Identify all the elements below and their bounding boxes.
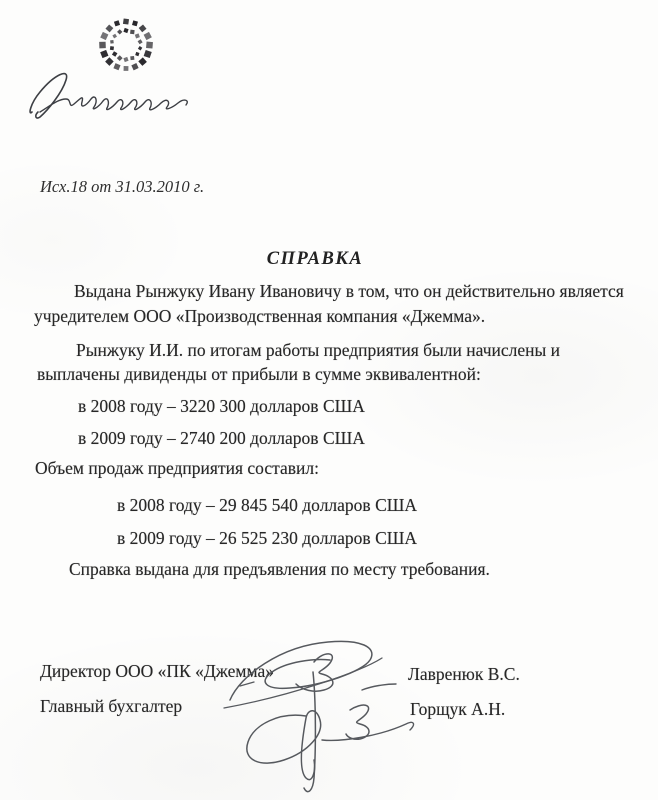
paragraph-1-line-1: Выдана Рынжуку Ивану Ивановичу в том, что он действительно является <box>74 281 624 301</box>
dividend-2009: в 2009 году – 2740 200 долларов США <box>78 428 365 448</box>
sales-2009: в 2009 году – 26 525 230 долларов США <box>117 528 418 548</box>
closing-line: Справка выдана для предъявления по месту требования. <box>69 559 490 579</box>
signature-name-accountant: Горщук А.Н. <box>410 699 506 719</box>
paragraph-2-line-1: Рынжуку И.И. по итогам работы предприятия были начислены и <box>76 340 561 360</box>
handwritten-company-name <box>28 66 198 124</box>
signature-role-director: Директор ООО «ПК «Джемма» <box>40 661 274 681</box>
sales-2008: в 2008 году – 29 845 540 долларов США <box>117 495 418 515</box>
paragraph-1-line-2: учредителем ООО «Производственная компания «Джемма». <box>34 306 486 326</box>
ref-number-and-date: Исх.18 от 31.03.2010 г. <box>40 177 205 196</box>
signature-role-accountant: Главный бухгалтер <box>40 696 183 716</box>
signature-name-director: Лавренюк В.С. <box>408 664 520 684</box>
paragraph-2-line-2: выплачены дивиденды от прибыли в сумме эквивалентной: <box>37 364 481 384</box>
handwritten-signatures <box>210 620 430 798</box>
sales-intro: Объем продаж предприятия составил: <box>35 458 319 478</box>
document-title: СПРАВКА <box>266 249 364 269</box>
dividend-2008: в 2008 году – 3220 300 долларов США <box>78 396 365 416</box>
